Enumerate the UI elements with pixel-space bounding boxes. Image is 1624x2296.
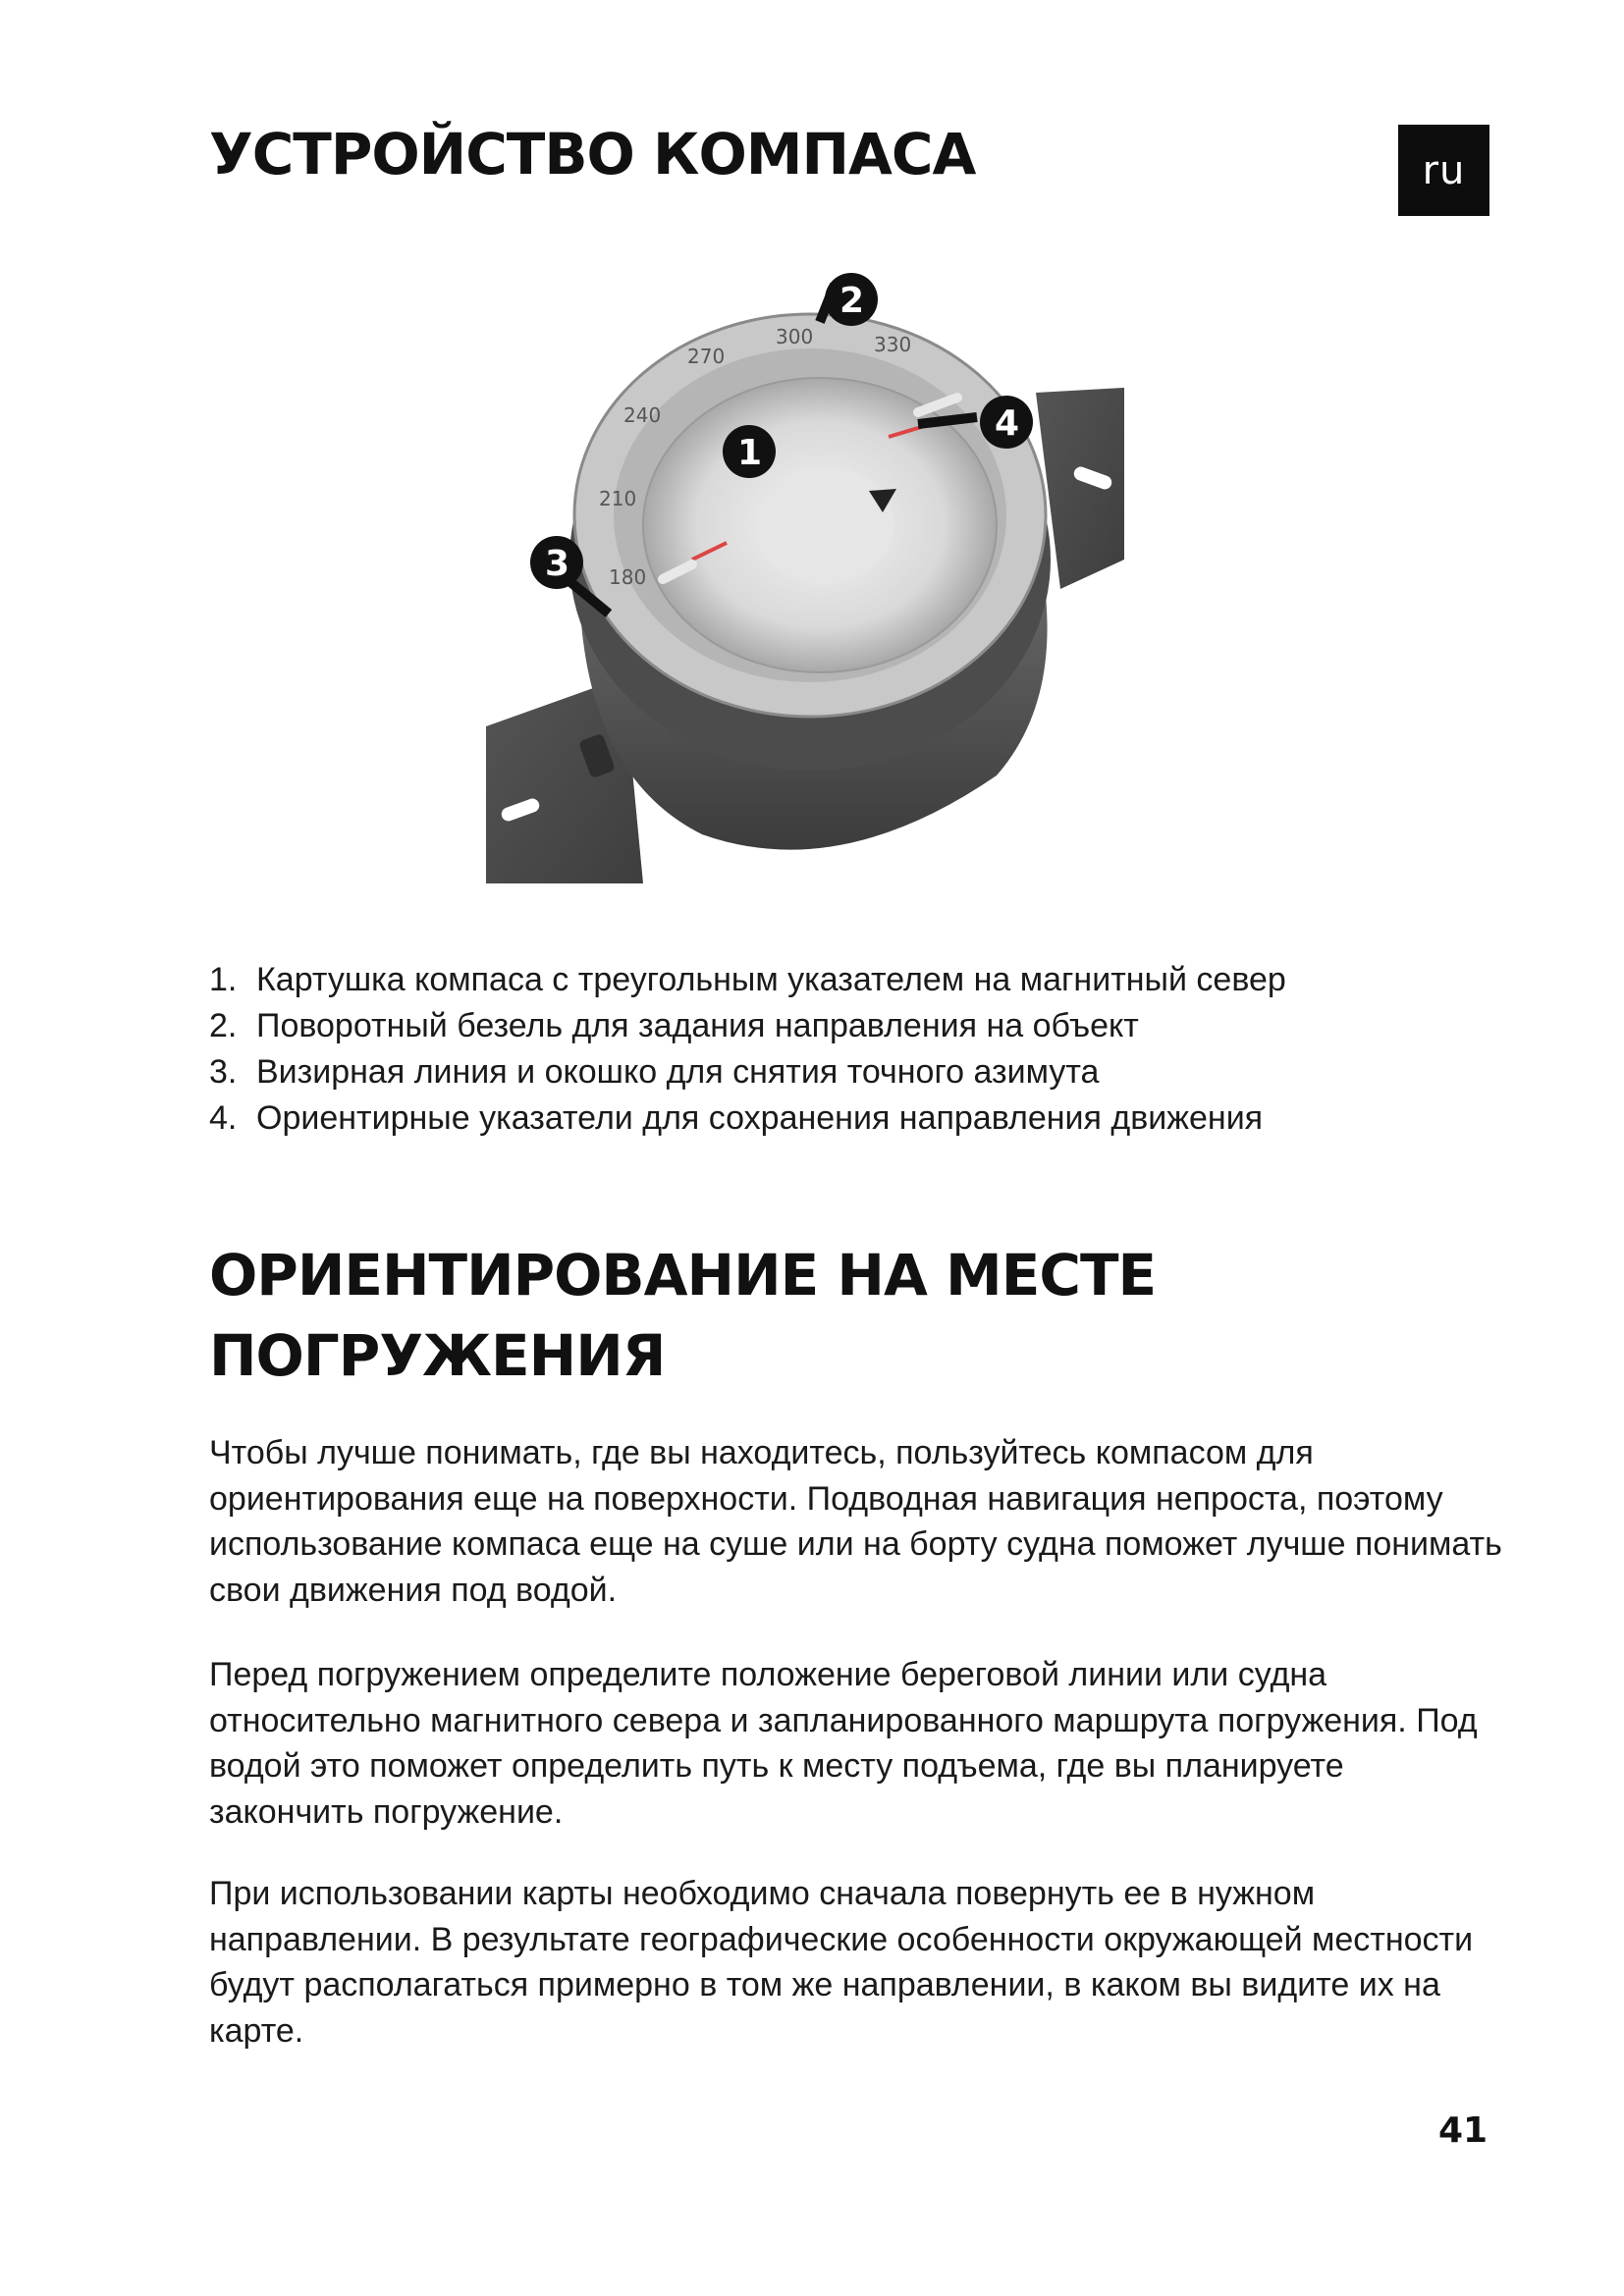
bezel-number-330: 330 bbox=[874, 333, 912, 356]
language-badge: ru bbox=[1398, 125, 1489, 216]
legend-number: 2. bbox=[209, 1007, 238, 1044]
svg-text:1: 1 bbox=[737, 433, 763, 473]
body-paragraph-1: Чтобы лучше понимать, где вы находитесь, пользуйтесь компасом для ориентирования еще на поверхности. Подводная навигация непроста, поэтому использование компаса еще на суше или на борту судна поможет лучше понимать свои движения под водой. bbox=[209, 1434, 1502, 1609]
legend-item bbox=[209, 1095, 1486, 1142]
legend-number: 4. bbox=[209, 1099, 238, 1137]
svg-text:4: 4 bbox=[995, 403, 1020, 444]
page-title: УСТРОЙСТВО КОМПАСА bbox=[209, 121, 976, 187]
compass-illustration bbox=[486, 265, 1134, 893]
compass-drawing bbox=[486, 265, 1134, 893]
legend-item bbox=[209, 1003, 1486, 1049]
legend-number: 3. bbox=[209, 1053, 238, 1091]
bezel-number-210: 210 bbox=[599, 487, 637, 510]
legend-text: Визирная линия и окошко для снятия точного азимута bbox=[256, 1053, 1100, 1091]
body-paragraph-3: При использовании карты необходимо сначала повернуть ее в нужном направлении. В результате географические особенности окружающей местности будут располагаться примерно в том же направлении, в каком вы видите их на карте. bbox=[209, 1875, 1474, 2050]
bezel-number-180: 180 bbox=[609, 565, 647, 589]
page-number: 41 bbox=[1438, 2110, 1489, 2151]
component-legend bbox=[209, 957, 1486, 1142]
legend-text: Картушка компаса с треугольным указателем на магнитный север bbox=[256, 961, 1286, 998]
legend-text: Ориентирные указатели для сохранения направления движения bbox=[256, 1099, 1264, 1137]
bezel-number-240: 240 bbox=[623, 403, 662, 427]
legend-item bbox=[209, 957, 1486, 1003]
legend-text: Поворотный безель для задания направления на объект bbox=[256, 1007, 1139, 1044]
legend-item bbox=[209, 1049, 1486, 1095]
bezel-number-300: 300 bbox=[776, 325, 814, 348]
svg-text:3: 3 bbox=[545, 544, 570, 584]
body-paragraph-2: Перед погружением определите положение береговой линии или судна относительно магнитного севера и запланированного маршрута погружения. Под водой это поможет определить путь к месту подъема, где вы планируете закончить погружение. bbox=[209, 1656, 1478, 1831]
legend-number: 1. bbox=[209, 961, 238, 998]
svg-text:2: 2 bbox=[839, 281, 865, 321]
callout-1 bbox=[723, 425, 776, 478]
bezel-number-270: 270 bbox=[687, 345, 726, 368]
section-title: ОРИЕНТИРОВАНИЕ НА МЕСТЕ ПОГРУЖЕНИЯ bbox=[209, 1242, 1157, 1389]
